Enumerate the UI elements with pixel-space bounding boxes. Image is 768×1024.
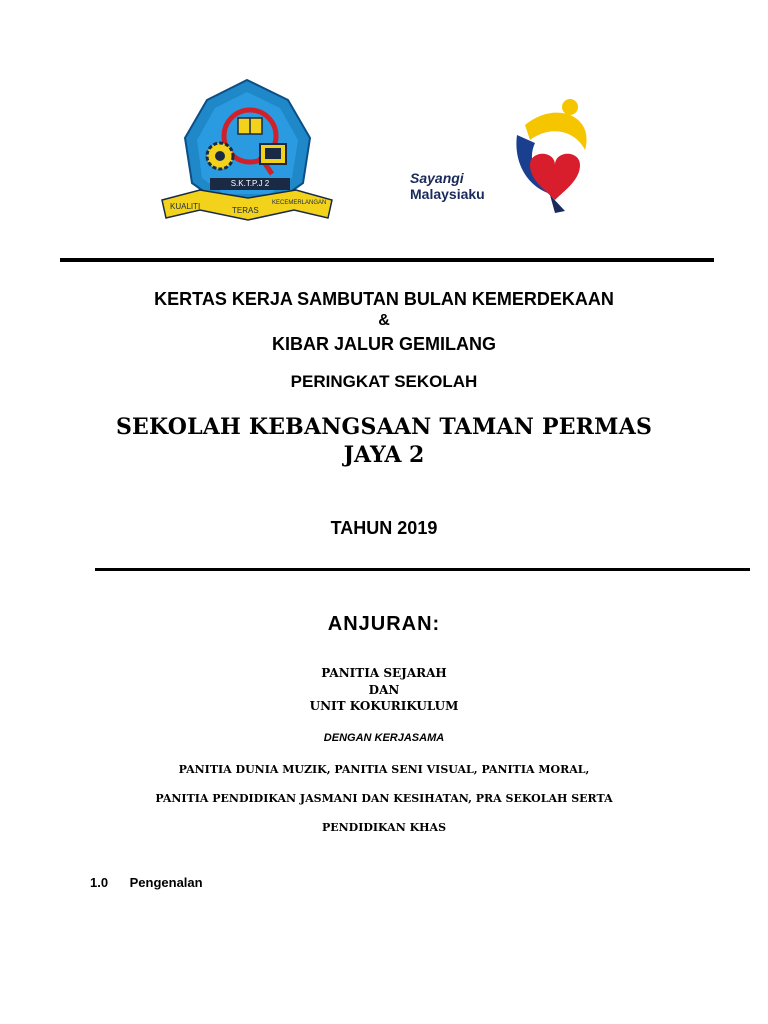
logo-text-line2: Malaysiaku (410, 186, 485, 202)
partners-line2: PANITIA PENDIDIKAN JASMANI DAN KESIHATAN, PRA SEKOLAH SERTA (155, 792, 613, 805)
organizer-line1: PANITIA SEJARAH (321, 666, 447, 680)
organizer-line2: DAN (368, 683, 400, 697)
doc-title-ampersand: & (378, 312, 390, 329)
crest-ribbon-text-1: KUALITI (170, 202, 201, 211)
doc-title-line2: KIBAR JALUR GEMILANG (272, 334, 496, 354)
organizer-line3: UNIT KOKURIKULUM (309, 699, 459, 713)
top-divider (60, 258, 714, 262)
middle-divider (95, 568, 750, 571)
section-heading (90, 875, 203, 890)
doc-level: PERINGKAT SEKOLAH (290, 372, 478, 391)
partners-line1: PANITIA DUNIA MUZIK, PANITIA SENI VISUAL, PANITIA MORAL, (178, 763, 590, 776)
crest-code-text: S.K.T.P.J 2 (230, 179, 270, 188)
organizer-heading: ANJURAN: (327, 613, 441, 635)
section-title: Pengenalan (129, 875, 203, 890)
section-number: 1.0 (90, 875, 109, 890)
collab-label: DENGAN KERJASAMA (323, 732, 445, 744)
sayangi-malaysiaku-logo-icon (405, 95, 605, 215)
logo-text-line1: Sayangi (410, 170, 464, 186)
school-crest-icon (160, 78, 335, 228)
doc-title-line1: KERTAS KERJA SAMBUTAN BULAN KEMERDEKAAN (154, 289, 614, 309)
school-name-line2: JAYA 2 (343, 442, 425, 468)
partners-line3: PENDIDIKAN KHAS (321, 821, 447, 834)
doc-year: TAHUN 2019 (330, 518, 438, 538)
crest-ribbon-text-3: KECEMERLANGAN (272, 200, 327, 206)
school-name-line1: SEKOLAH KEBANGSAAN TAMAN PERMAS (115, 414, 653, 440)
crest-ribbon-text-2: TERAS (232, 206, 259, 215)
